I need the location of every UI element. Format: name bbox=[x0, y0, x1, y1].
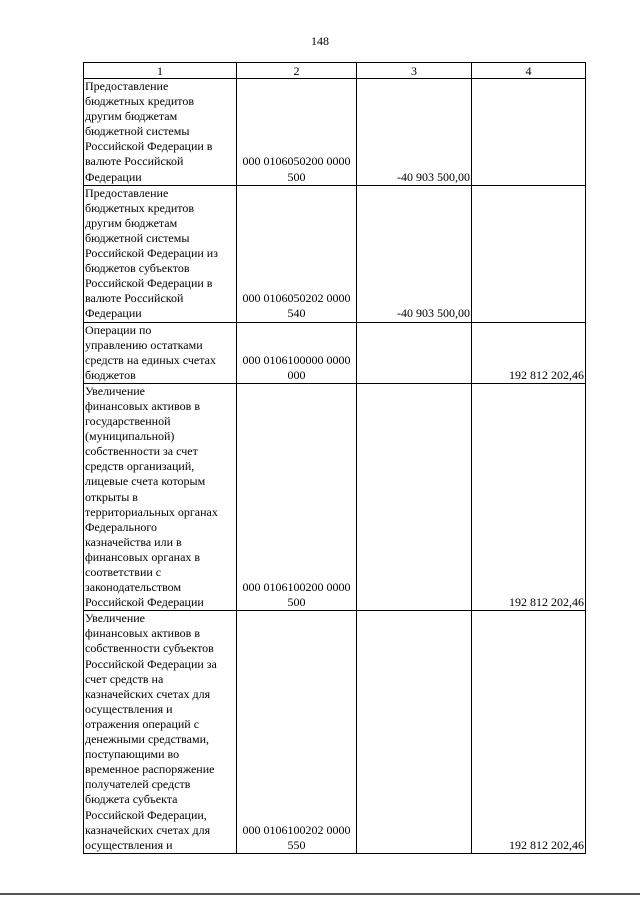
amount-col3-cell: -40 903 500,00 bbox=[357, 79, 472, 186]
amount-col3-cell bbox=[357, 611, 472, 854]
data-table bbox=[83, 62, 586, 854]
amount-col3-cell bbox=[357, 383, 472, 610]
table-row bbox=[84, 79, 586, 186]
name-cell: Операции по управлению остатками средств на единых счетах бюджетов bbox=[84, 322, 237, 383]
table-row bbox=[84, 185, 586, 322]
name-cell: Предоставление бюджетных кредитов другим бюджетам бюджетной системы Российской Федерации из бюджетов субъектов Российской Федерации в валюте Российской Федерации bbox=[84, 185, 237, 322]
code-cell: 000 0106100200 0000 500 bbox=[237, 383, 357, 610]
amount-col4-cell: 192 812 202,46 bbox=[472, 611, 586, 854]
page-number: 148 bbox=[311, 34, 329, 48]
name-cell: Увеличение финансовых активов в собственности субъектов Российской Федерации за счет средств на казначейских счетах для осуществления и отражения операций с денежными средствами, поступающими во временное распоряжение получателей средств бюджета субъекта Российской Федерации, казначейских счетах для осуществления и bbox=[84, 611, 237, 854]
amount-col4-cell: 192 812 202,46 bbox=[472, 383, 586, 610]
column-header-4: 4 bbox=[472, 63, 586, 79]
column-header-2: 2 bbox=[237, 63, 357, 79]
page-bottom-rule bbox=[0, 893, 640, 895]
code-cell: 000 0106050200 0000 500 bbox=[237, 79, 357, 186]
amount-col3-cell: -40 903 500,00 bbox=[357, 185, 472, 322]
table-row bbox=[84, 383, 586, 610]
amount-col4-cell bbox=[472, 185, 586, 322]
table-row bbox=[84, 611, 586, 854]
table-row bbox=[84, 322, 586, 383]
column-header-3: 3 bbox=[357, 63, 472, 79]
column-header-1: 1 bbox=[84, 63, 237, 79]
name-cell: Предоставление бюджетных кредитов другим бюджетам бюджетной системы Российской Федерации в валюте Российской Федерации bbox=[84, 79, 237, 186]
code-cell: 000 0106100202 0000 550 bbox=[237, 611, 357, 854]
code-cell: 000 0106100000 0000 000 bbox=[237, 322, 357, 383]
amount-col4-cell bbox=[472, 79, 586, 186]
table-header-row bbox=[84, 63, 586, 79]
name-cell: Увеличение финансовых активов в государственной (муниципальной) собственности за счет средств организаций, лицевые счета которым открыты в территориальных органах Федерального казначейства или в финансовых органах в соответствии с законодательством Российской Федерации bbox=[84, 383, 237, 610]
amount-col4-cell: 192 812 202,46 bbox=[472, 322, 586, 383]
code-cell: 000 0106050202 0000 540 bbox=[237, 185, 357, 322]
amount-col3-cell bbox=[357, 322, 472, 383]
